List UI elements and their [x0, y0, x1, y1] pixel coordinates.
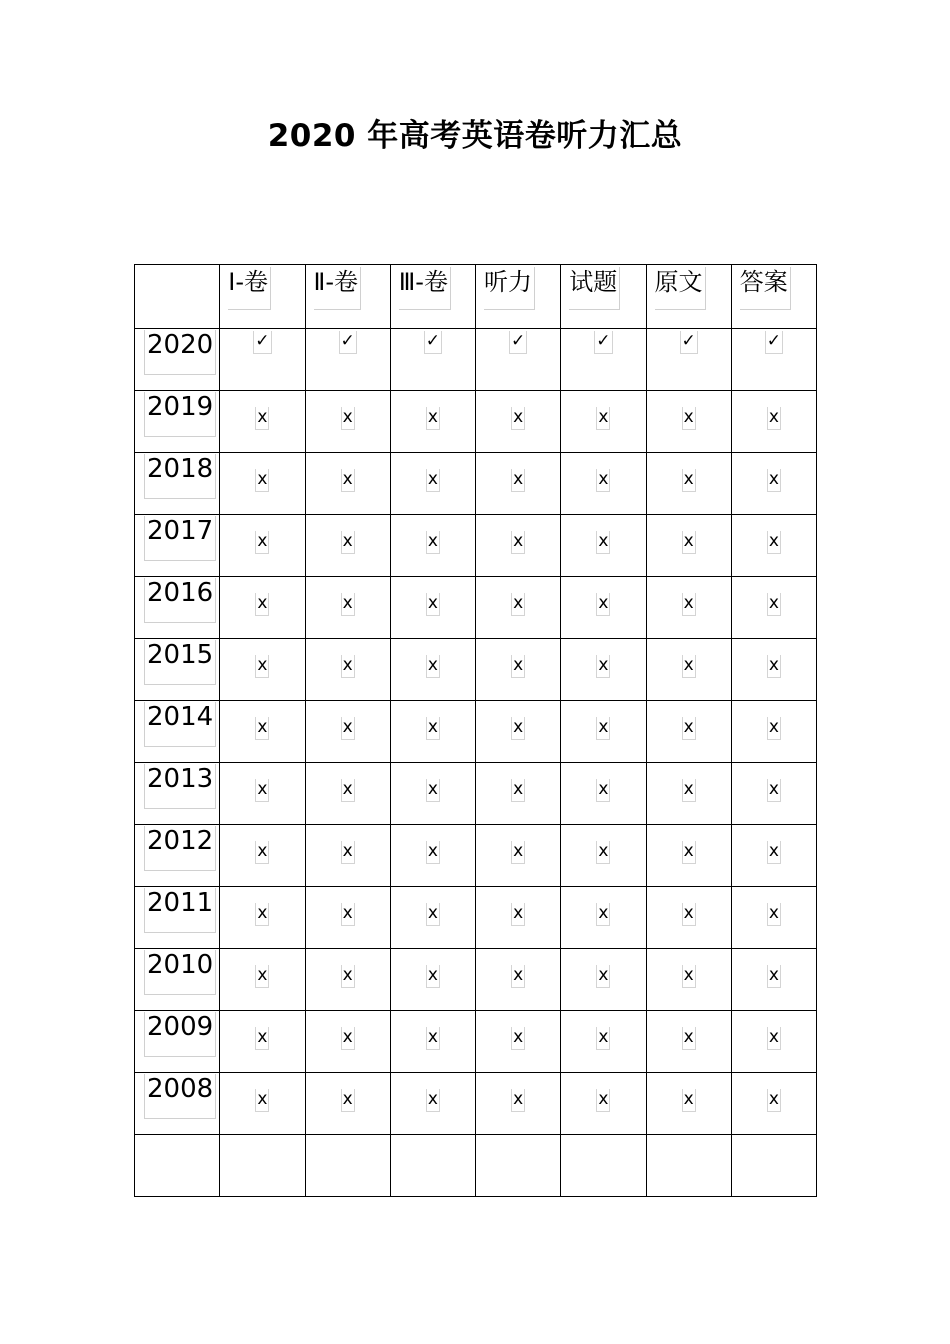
column-header: 原文: [655, 267, 706, 310]
mark-cell: [476, 453, 561, 515]
mark-cell: [731, 453, 816, 515]
empty-cell: [135, 1135, 220, 1197]
mark-cell: [390, 949, 475, 1011]
mark-cell: [476, 825, 561, 887]
header-cell: [305, 265, 390, 329]
mark-cell: [390, 887, 475, 949]
year-cell: [135, 949, 220, 1011]
year-label: 2015: [144, 640, 216, 685]
mark-cell: [476, 639, 561, 701]
mark-cell: [476, 887, 561, 949]
mark-cell: [731, 329, 816, 391]
cross-mark: x: [511, 1027, 525, 1050]
corner-cell: [135, 265, 220, 329]
table-row: [135, 887, 817, 949]
cross-mark: x: [341, 779, 355, 802]
mark-cell: [646, 639, 731, 701]
mark-cell: [476, 329, 561, 391]
cross-mark: x: [682, 965, 696, 988]
mark-cell: [476, 763, 561, 825]
cross-mark: x: [426, 903, 440, 926]
mark-cell: [646, 453, 731, 515]
header-cell: [476, 265, 561, 329]
mark-cell: [646, 949, 731, 1011]
table-row: [135, 453, 817, 515]
year-label: 2017: [144, 516, 216, 561]
cross-mark: x: [682, 407, 696, 430]
mark-cell: [561, 887, 646, 949]
column-header: 答案: [740, 267, 791, 310]
cross-mark: x: [255, 1027, 269, 1050]
cross-mark: x: [511, 903, 525, 926]
year-label: 2019: [144, 392, 216, 437]
mark-cell: [305, 329, 390, 391]
mark-cell: [561, 1011, 646, 1073]
cross-mark: x: [255, 593, 269, 616]
cross-mark: x: [341, 965, 355, 988]
cross-mark: x: [255, 469, 269, 492]
cross-mark: x: [767, 717, 781, 740]
mark-cell: [305, 887, 390, 949]
year-cell: [135, 329, 220, 391]
mark-cell: [561, 577, 646, 639]
cross-mark: x: [682, 779, 696, 802]
year-cell: [135, 1073, 220, 1135]
mark-cell: [646, 515, 731, 577]
mark-cell: [646, 1011, 731, 1073]
cross-mark: x: [426, 779, 440, 802]
cross-mark: x: [511, 593, 525, 616]
mark-cell: [561, 639, 646, 701]
check-mark: ✓: [765, 331, 783, 354]
cross-mark: x: [596, 1089, 610, 1112]
mark-cell: [220, 577, 305, 639]
mark-cell: [220, 887, 305, 949]
cross-mark: x: [767, 965, 781, 988]
cross-mark: x: [255, 1089, 269, 1112]
empty-cell: [476, 1135, 561, 1197]
cross-mark: x: [426, 841, 440, 864]
column-header: Ⅱ-卷: [314, 267, 361, 310]
mark-cell: [305, 391, 390, 453]
cross-mark: x: [426, 469, 440, 492]
empty-cell: [646, 1135, 731, 1197]
year-label: 2014: [144, 702, 216, 747]
year-cell: [135, 577, 220, 639]
mark-cell: [220, 391, 305, 453]
year-label: 2018: [144, 454, 216, 499]
mark-cell: [731, 577, 816, 639]
empty-row: [135, 1135, 817, 1197]
cross-mark: x: [682, 841, 696, 864]
mark-cell: [220, 825, 305, 887]
mark-cell: [305, 515, 390, 577]
mark-cell: [390, 453, 475, 515]
cross-mark: x: [767, 469, 781, 492]
mark-cell: [561, 1073, 646, 1135]
cross-mark: x: [596, 779, 610, 802]
check-mark: ✓: [509, 331, 527, 354]
cross-mark: x: [255, 779, 269, 802]
header-cell: [220, 265, 305, 329]
cross-mark: x: [767, 779, 781, 802]
cross-mark: x: [426, 407, 440, 430]
cross-mark: x: [341, 469, 355, 492]
year-label: 2008: [144, 1074, 216, 1119]
mark-cell: [561, 329, 646, 391]
mark-cell: [561, 763, 646, 825]
header-cell: [731, 265, 816, 329]
mark-cell: [646, 763, 731, 825]
cross-mark: x: [341, 1089, 355, 1112]
year-label: 2016: [144, 578, 216, 623]
cross-mark: x: [682, 1089, 696, 1112]
cross-mark: x: [596, 903, 610, 926]
mark-cell: [305, 701, 390, 763]
cross-mark: x: [255, 965, 269, 988]
mark-cell: [561, 453, 646, 515]
cross-mark: x: [426, 593, 440, 616]
mark-cell: [305, 1073, 390, 1135]
cross-mark: x: [682, 469, 696, 492]
cross-mark: x: [341, 655, 355, 678]
check-mark: ✓: [594, 331, 612, 354]
year-cell: [135, 887, 220, 949]
cross-mark: x: [511, 655, 525, 678]
mark-cell: [390, 577, 475, 639]
mark-cell: [220, 1073, 305, 1135]
cross-mark: x: [596, 531, 610, 554]
mark-cell: [731, 701, 816, 763]
cross-mark: x: [255, 655, 269, 678]
cross-mark: x: [426, 655, 440, 678]
page-title: 2020 年高考英语卷听力汇总: [267, 118, 683, 154]
header-cell: [646, 265, 731, 329]
cross-mark: x: [767, 407, 781, 430]
cross-mark: x: [682, 1027, 696, 1050]
mark-cell: [731, 515, 816, 577]
table-row: [135, 949, 817, 1011]
mark-cell: [561, 825, 646, 887]
mark-cell: [476, 391, 561, 453]
year-label: 2013: [144, 764, 216, 809]
year-label: 2009: [144, 1012, 216, 1057]
mark-cell: [561, 949, 646, 1011]
mark-cell: [646, 887, 731, 949]
mark-cell: [561, 391, 646, 453]
cross-mark: x: [426, 1027, 440, 1050]
empty-cell: [731, 1135, 816, 1197]
cross-mark: x: [682, 717, 696, 740]
cross-mark: x: [767, 531, 781, 554]
mark-cell: [731, 949, 816, 1011]
mark-cell: [390, 701, 475, 763]
header-cell: [561, 265, 646, 329]
cross-mark: x: [767, 655, 781, 678]
table-row: [135, 701, 817, 763]
year-cell: [135, 639, 220, 701]
cross-mark: x: [255, 407, 269, 430]
table-row: [135, 639, 817, 701]
mark-cell: [220, 453, 305, 515]
cross-mark: x: [511, 1089, 525, 1112]
mark-cell: [561, 515, 646, 577]
cross-mark: x: [255, 841, 269, 864]
cross-mark: x: [341, 1027, 355, 1050]
check-mark: ✓: [339, 331, 357, 354]
column-header: 试题: [569, 267, 620, 310]
mark-cell: [220, 329, 305, 391]
table-row: [135, 1073, 817, 1135]
empty-cell: [305, 1135, 390, 1197]
mark-cell: [390, 515, 475, 577]
mark-cell: [390, 1073, 475, 1135]
mark-cell: [476, 577, 561, 639]
mark-cell: [390, 825, 475, 887]
mark-cell: [731, 639, 816, 701]
empty-cell: [220, 1135, 305, 1197]
cross-mark: x: [341, 593, 355, 616]
mark-cell: [220, 763, 305, 825]
mark-cell: [731, 825, 816, 887]
cross-mark: x: [511, 717, 525, 740]
cross-mark: x: [426, 531, 440, 554]
cross-mark: x: [767, 903, 781, 926]
year-cell: [135, 453, 220, 515]
mark-cell: [646, 577, 731, 639]
table-row: [135, 1011, 817, 1073]
cross-mark: x: [596, 469, 610, 492]
cross-mark: x: [596, 407, 610, 430]
cross-mark: x: [426, 717, 440, 740]
table-row: [135, 577, 817, 639]
cross-mark: x: [596, 655, 610, 678]
check-mark: ✓: [253, 331, 271, 354]
mark-cell: [476, 1073, 561, 1135]
header-cell: [390, 265, 475, 329]
mark-cell: [390, 1011, 475, 1073]
table-header-row: [135, 265, 817, 329]
year-label: 2012: [144, 826, 216, 871]
mark-cell: [220, 639, 305, 701]
mark-cell: [646, 825, 731, 887]
cross-mark: x: [767, 1027, 781, 1050]
cross-mark: x: [255, 903, 269, 926]
year-label: 2010: [144, 950, 216, 995]
year-cell: [135, 515, 220, 577]
mark-cell: [305, 825, 390, 887]
year-cell: [135, 1011, 220, 1073]
mark-cell: [731, 391, 816, 453]
cross-mark: x: [596, 593, 610, 616]
column-header: Ⅰ-卷: [228, 267, 271, 310]
cross-mark: x: [596, 717, 610, 740]
mark-cell: [305, 453, 390, 515]
table-row: [135, 763, 817, 825]
column-header: Ⅲ-卷: [399, 267, 451, 310]
mark-cell: [731, 1073, 816, 1135]
mark-cell: [561, 701, 646, 763]
cross-mark: x: [596, 841, 610, 864]
mark-cell: [390, 639, 475, 701]
column-header: 听力: [484, 267, 535, 310]
cross-mark: x: [511, 779, 525, 802]
cross-mark: x: [341, 407, 355, 430]
mark-cell: [305, 949, 390, 1011]
cross-mark: x: [511, 531, 525, 554]
cross-mark: x: [682, 903, 696, 926]
cross-mark: x: [341, 903, 355, 926]
cross-mark: x: [341, 717, 355, 740]
cross-mark: x: [682, 655, 696, 678]
mark-cell: [476, 1011, 561, 1073]
cross-mark: x: [767, 841, 781, 864]
mark-cell: [390, 329, 475, 391]
mark-cell: [305, 639, 390, 701]
cross-mark: x: [511, 965, 525, 988]
mark-cell: [390, 391, 475, 453]
mark-cell: [646, 1073, 731, 1135]
table-row: [135, 515, 817, 577]
empty-cell: [561, 1135, 646, 1197]
year-label: 2011: [144, 888, 216, 933]
check-mark: ✓: [424, 331, 442, 354]
mark-cell: [220, 515, 305, 577]
mark-cell: [731, 763, 816, 825]
mark-cell: [646, 701, 731, 763]
cross-mark: x: [596, 1027, 610, 1050]
cross-mark: x: [341, 841, 355, 864]
mark-cell: [305, 763, 390, 825]
cross-mark: x: [426, 1089, 440, 1112]
cross-mark: x: [511, 407, 525, 430]
year-cell: [135, 825, 220, 887]
mark-cell: [220, 1011, 305, 1073]
year-cell: [135, 701, 220, 763]
summary-table-body: [135, 265, 817, 1197]
cross-mark: x: [767, 1089, 781, 1112]
mark-cell: [305, 577, 390, 639]
mark-cell: [390, 763, 475, 825]
mark-cell: [731, 1011, 816, 1073]
table-row: [135, 391, 817, 453]
cross-mark: x: [341, 531, 355, 554]
cross-mark: x: [255, 531, 269, 554]
cross-mark: x: [426, 965, 440, 988]
mark-cell: [646, 391, 731, 453]
year-label: 2020: [144, 330, 216, 375]
table-row: [135, 329, 817, 391]
table-row: [135, 825, 817, 887]
mark-cell: [220, 701, 305, 763]
mark-cell: [646, 329, 731, 391]
year-cell: [135, 763, 220, 825]
cross-mark: x: [682, 531, 696, 554]
empty-cell: [390, 1135, 475, 1197]
mark-cell: [305, 1011, 390, 1073]
mark-cell: [220, 949, 305, 1011]
cross-mark: x: [596, 965, 610, 988]
cross-mark: x: [682, 593, 696, 616]
cross-mark: x: [511, 841, 525, 864]
mark-cell: [731, 887, 816, 949]
summary-table: [134, 264, 817, 1197]
cross-mark: x: [511, 469, 525, 492]
year-cell: [135, 391, 220, 453]
cross-mark: x: [255, 717, 269, 740]
mark-cell: [476, 515, 561, 577]
check-mark: ✓: [680, 331, 698, 354]
mark-cell: [476, 701, 561, 763]
cross-mark: x: [767, 593, 781, 616]
mark-cell: [476, 949, 561, 1011]
